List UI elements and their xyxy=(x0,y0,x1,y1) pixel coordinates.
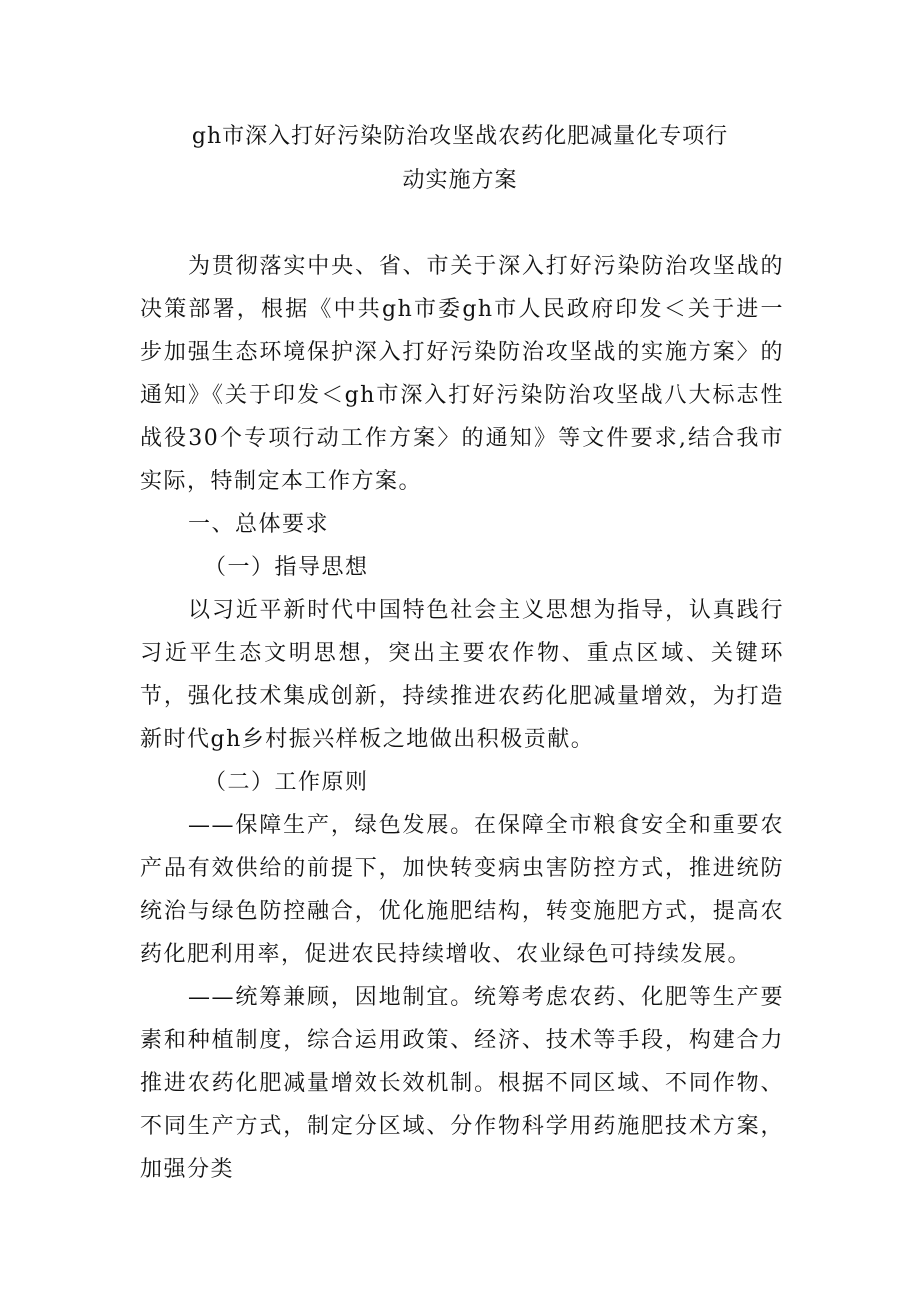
principle-paragraph-2: ——统筹兼顾，因地制宜。统筹考虑农药、化肥等生产要素和种植制度，综合运用政策、经济、技术等手段，构建合力推进农药化肥减量增效长效机制。根据不同区域、不同作物、不同生产方式，制定分区域、分作物科学用药施肥技术方案，加强分类 xyxy=(140,985,784,1182)
intro-paragraph: 为贯彻落实中央、省、市关于深入打好污染防治攻坚战的决策部署，根据《中共gh市委gh市人民政府印发＜关于进一步加强生态环境保护深入打好污染防治攻坚战的实施方案〉的通知》《关于印发＜gh市深入打好污染防治攻坚战八大标志性战役30个专项行动工作方案〉的通知》等文件要求,结合我市实际，特制定本工作方案。 xyxy=(140,254,784,494)
guiding-ideology-paragraph: 以习近平新时代中国特色社会主义思想为指导，认真践行习近平生态文明思想，突出主要农作物、重点区域、关键环节，强化技术集成创新，持续推进农药化肥减量增效，为打造新时代gh乡村振兴样板之地做出积极贡献。 xyxy=(140,598,784,752)
subsection-heading-working-principles: （二）工作原则 xyxy=(204,770,369,795)
section-heading-general-requirements: 一、总体要求 xyxy=(188,512,330,537)
principle-paragraph-1: ——保障生产，绿色发展。在保障全市粮食安全和重要农产品有效供给的前提下，加快转变病虫害防控方式，推进统防统治与绿色防控融合，优化施肥结构，转变施肥方式，提高农药化肥利用率，促进农民持续增收、农业绿色可持续发展。 xyxy=(140,813,784,967)
subsection-heading-guiding-ideology: （一）指导思想 xyxy=(204,555,369,580)
document-body xyxy=(140,245,784,1191)
document-title-line-1: gh市深入打好污染防治攻坚战农药化肥减量化专项行 xyxy=(191,124,729,149)
document-title-line-2: 动实施方案 xyxy=(402,168,518,193)
